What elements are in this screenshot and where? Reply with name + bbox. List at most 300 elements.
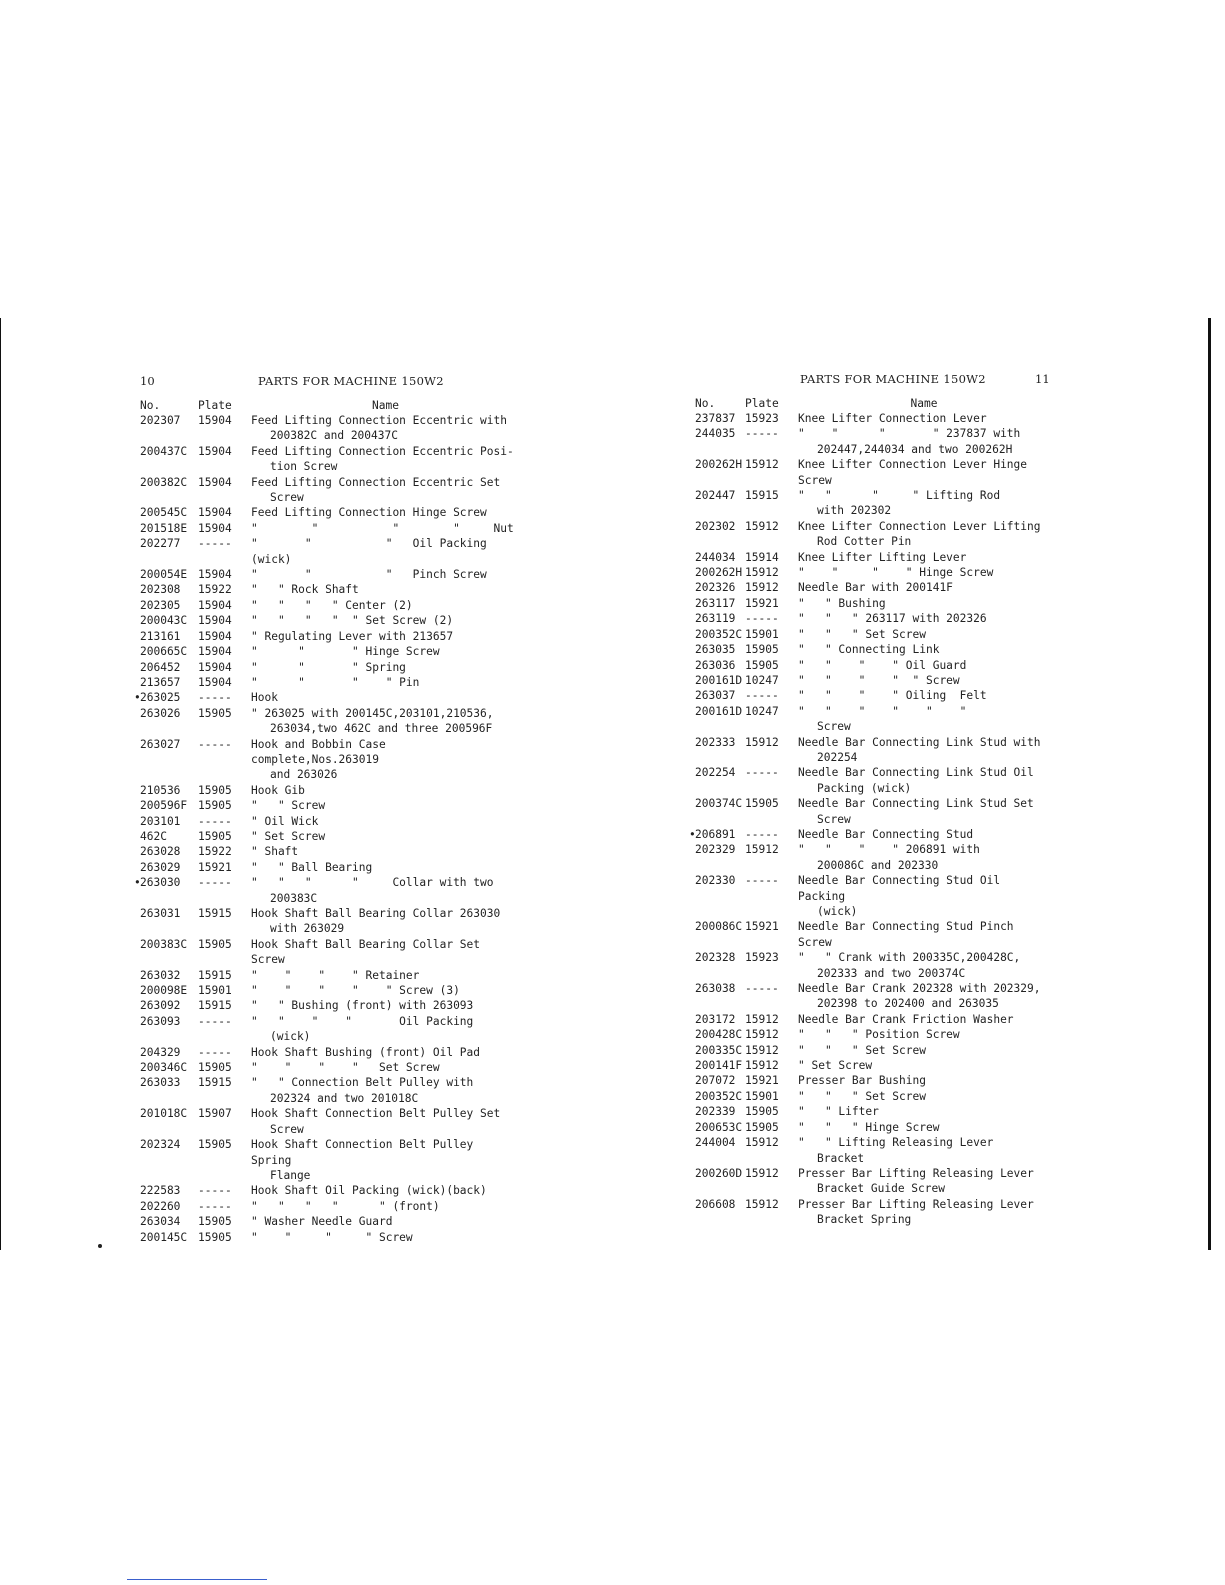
- part-number: [695, 796, 745, 827]
- part-number: [140, 1045, 198, 1060]
- part-number-text: 263035: [695, 643, 736, 657]
- table-row: [695, 796, 1050, 827]
- part-name-line: " " Connecting Link: [798, 643, 940, 657]
- part-number: [140, 798, 198, 813]
- part-name: [251, 1214, 520, 1229]
- part-name-line: " " Lifting Releasing Lever: [798, 1136, 994, 1150]
- part-name: [798, 642, 1050, 657]
- part-name-line: " " " " Pin: [251, 675, 420, 689]
- plate-number: 15912: [745, 458, 779, 472]
- part-number-text: 263027: [140, 737, 181, 751]
- part-name: [798, 627, 1050, 642]
- table-row: [695, 1104, 1050, 1119]
- part-number: [695, 627, 745, 642]
- table-row: [695, 642, 1050, 657]
- part-number-text: 200437C: [140, 444, 188, 458]
- part-name: [798, 827, 1050, 842]
- part-name: [798, 765, 1050, 796]
- parts-list: [689, 411, 1050, 1228]
- part-number: [695, 596, 745, 611]
- part-number: [695, 1073, 745, 1088]
- part-number-text: 200161D: [695, 704, 743, 718]
- plate-number: 15904: [198, 568, 232, 582]
- table-row: [140, 968, 520, 983]
- part-name: [251, 1045, 520, 1060]
- table-row: [695, 735, 1050, 766]
- part-name: [798, 565, 1050, 580]
- page-title: PARTS FOR MACHINE 150W2: [258, 374, 444, 388]
- part-name: [798, 1012, 1050, 1027]
- plate-number: 10247: [745, 673, 779, 687]
- plate-number: 15921: [745, 596, 779, 610]
- part-number: [140, 1230, 198, 1245]
- part-name-line: " " Screw: [251, 799, 326, 813]
- part-number-text: 206452: [140, 660, 181, 674]
- part-number-text: 206891: [695, 827, 736, 841]
- plate-number: 15904: [198, 614, 232, 628]
- part-number: [140, 475, 198, 506]
- part-number: [695, 1197, 745, 1228]
- column-header-plate: Plate: [745, 397, 779, 410]
- plate-number: 15905: [745, 1120, 779, 1134]
- plate-number: -----: [745, 766, 779, 780]
- part-name: [251, 629, 520, 644]
- part-number-text: 200428C: [695, 1028, 743, 1042]
- part-name: [798, 950, 1050, 981]
- part-name: [798, 673, 1050, 688]
- part-number-text: 203101: [140, 814, 181, 828]
- part-number-text: 200545C: [140, 506, 188, 520]
- part-name-line: " " " " " (front): [251, 1199, 440, 1213]
- plate-number: 15914: [745, 550, 779, 564]
- part-number: [695, 488, 745, 519]
- page-number: 10: [140, 374, 155, 388]
- plate-number: 15904: [198, 598, 232, 612]
- left-page-edge: [0, 318, 1, 1250]
- plate-number: 15912: [745, 735, 779, 749]
- table-row: [140, 582, 520, 597]
- part-name-line: Needle Bar Crank 202328 with 202329,: [798, 982, 1041, 996]
- part-name: [251, 505, 520, 520]
- part-number-text: 200382C: [140, 475, 188, 489]
- part-name-continuation: Flange: [270, 1168, 311, 1182]
- part-name-line: " " Bushing: [798, 596, 886, 610]
- part-number: [140, 444, 198, 475]
- table-row: [695, 688, 1050, 703]
- table-row: [140, 706, 520, 737]
- table-row: [140, 1199, 520, 1214]
- part-number-text: 210536: [140, 783, 181, 797]
- part-name-line: " " " Hinge Screw: [251, 645, 440, 659]
- table-row: [695, 565, 1050, 580]
- plate-number: 15901: [745, 1089, 779, 1103]
- table-row: [695, 596, 1050, 611]
- part-name-line: Knee Lifter Lifting Lever: [798, 550, 967, 564]
- part-name: [251, 860, 520, 875]
- part-name: [798, 1058, 1050, 1073]
- part-number: [140, 1014, 198, 1045]
- part-number-text: 200098E: [140, 984, 188, 998]
- part-number-text: 203172: [695, 1012, 736, 1026]
- part-number-text: 263026: [140, 706, 181, 720]
- part-number: [140, 629, 198, 644]
- part-number-text: 244035: [695, 427, 736, 441]
- part-name-continuation: 202324 and two 201018C: [270, 1091, 419, 1105]
- table-row: [695, 627, 1050, 642]
- part-name-line: Hook Shaft Connection Belt Pulley Spring: [251, 1138, 481, 1167]
- part-name: [251, 1060, 520, 1075]
- part-number: [140, 675, 198, 690]
- part-name: [251, 582, 520, 597]
- part-name: [251, 706, 520, 737]
- part-number-text: 200141F: [695, 1059, 743, 1073]
- part-number-text: 200145C: [140, 1230, 188, 1244]
- bottom-underline: [127, 1579, 267, 1580]
- part-number-text: 200262H: [695, 458, 743, 472]
- part-name: [251, 690, 520, 705]
- table-row: [140, 998, 520, 1013]
- plate-number: -----: [198, 691, 232, 705]
- part-number: [695, 426, 745, 457]
- part-number: [140, 1183, 198, 1198]
- part-number-text: 263032: [140, 968, 181, 982]
- table-row: [695, 1197, 1050, 1228]
- part-name-line: " " Ball Bearing: [251, 860, 373, 874]
- part-name: [251, 968, 520, 983]
- table-row: [140, 798, 520, 813]
- plate-number: -----: [198, 537, 232, 551]
- plate-number: 15905: [745, 1105, 779, 1119]
- part-number: [140, 536, 198, 567]
- plate-number: -----: [198, 814, 232, 828]
- right-page-header: [695, 368, 1050, 398]
- table-row: [695, 658, 1050, 673]
- part-number: [689, 827, 745, 842]
- plate-number: 15905: [198, 1215, 232, 1229]
- part-name-line: " " Rock Shaft: [251, 583, 359, 597]
- table-row: [695, 488, 1050, 519]
- part-number: [695, 673, 745, 688]
- part-number: [140, 413, 198, 444]
- table-row: [140, 983, 520, 998]
- table-row: [689, 827, 1050, 842]
- part-name-line: Needle Bar Connecting Stud Pinch Screw: [798, 920, 1021, 949]
- part-name: [251, 1183, 520, 1198]
- part-number-text: 202324: [140, 1138, 181, 1152]
- table-row: [695, 611, 1050, 626]
- part-name-continuation: 202254: [817, 750, 858, 764]
- part-name: [798, 457, 1050, 488]
- part-number: [695, 1012, 745, 1027]
- table-row: [140, 860, 520, 875]
- part-name-line: " " " " Collar with two: [251, 876, 494, 890]
- part-number-text: 200596F: [140, 799, 188, 813]
- table-row: [140, 1106, 520, 1137]
- table-row: [695, 411, 1050, 426]
- part-name-line: " " " Position Screw: [798, 1028, 960, 1042]
- part-name-line: " Washer Needle Guard: [251, 1215, 393, 1229]
- plate-number: 15912: [745, 566, 779, 580]
- plate-number: 15915: [198, 999, 232, 1013]
- part-number: [140, 613, 198, 628]
- plate-number: 15912: [745, 519, 779, 533]
- part-number-text: 200352C: [695, 1089, 743, 1103]
- part-number: [695, 411, 745, 426]
- table-row: [140, 444, 520, 475]
- part-number-text: 202339: [695, 1105, 736, 1119]
- table-row: [695, 842, 1050, 873]
- table-row: [695, 1043, 1050, 1058]
- part-number-text: 200352C: [695, 627, 743, 641]
- part-number-text: 200653C: [695, 1120, 743, 1134]
- part-name: [251, 567, 520, 582]
- table-row: [695, 1135, 1050, 1166]
- part-name-line: Hook Gib: [251, 783, 305, 797]
- part-number: [140, 1075, 198, 1106]
- part-number-text: 213657: [140, 675, 181, 689]
- table-row: [695, 873, 1050, 919]
- part-number-text: 202277: [140, 537, 181, 551]
- table-row: [140, 906, 520, 937]
- part-name-line: Knee Lifter Connection Lever Lifting: [798, 519, 1041, 533]
- part-number-text: 207072: [695, 1074, 736, 1088]
- part-name: [798, 658, 1050, 673]
- part-name-continuation: Screw: [270, 1122, 304, 1136]
- part-name-continuation: Screw: [817, 812, 851, 826]
- part-number: [140, 937, 198, 968]
- plate-number: 15912: [745, 581, 779, 595]
- new-part-marker: •: [689, 827, 696, 841]
- part-number-text: 202333: [695, 735, 736, 749]
- part-name-continuation: 202398 to 202400 and 263035: [817, 997, 999, 1011]
- table-row: [140, 1014, 520, 1045]
- plate-number: -----: [198, 876, 232, 890]
- plate-number: -----: [745, 982, 779, 996]
- table-row: [140, 937, 520, 968]
- part-name-line: " " " " " ": [798, 704, 967, 718]
- part-name: [798, 842, 1050, 873]
- table-row: [695, 1073, 1050, 1088]
- part-name-continuation: Screw: [270, 491, 304, 505]
- table-row: [140, 1075, 520, 1106]
- part-name-line: Presser Bar Bushing: [798, 1074, 926, 1088]
- part-name-continuation: 200383C: [270, 891, 318, 905]
- part-name-line: " " " " 237837 with: [798, 427, 1021, 441]
- part-number: [695, 1104, 745, 1119]
- new-part-marker: •: [134, 691, 141, 705]
- part-number-text: 263117: [695, 596, 736, 610]
- part-number-text: 263093: [140, 1014, 181, 1028]
- part-name-continuation: Screw: [817, 720, 851, 734]
- plate-number: 15904: [198, 660, 232, 674]
- part-number-text: 202330: [695, 874, 736, 888]
- table-row: [140, 629, 520, 644]
- table-row: [695, 1120, 1050, 1135]
- part-name-line: Needle Bar Crank Friction Washer: [798, 1012, 1014, 1026]
- part-number-text: 200335C: [695, 1043, 743, 1057]
- part-number: [140, 567, 198, 582]
- part-name-line: " Oil Wick: [251, 814, 319, 828]
- part-name-continuation: Packing (wick): [817, 781, 912, 795]
- part-name-continuation: 202333 and two 200374C: [817, 966, 966, 980]
- part-name-line: " " Connection Belt Pulley with: [251, 1076, 474, 1090]
- part-number: [695, 688, 745, 703]
- plate-number: 15905: [198, 1230, 232, 1244]
- part-number-text: 200374C: [695, 797, 743, 811]
- part-name-line: Hook Shaft Bushing (front) Oil Pad: [251, 1045, 481, 1059]
- table-row: [695, 1012, 1050, 1027]
- plate-number: 15904: [198, 444, 232, 458]
- part-name-line: " " " Pinch Screw: [251, 568, 487, 582]
- part-number-text: 222583: [140, 1184, 181, 1198]
- part-number: [140, 783, 198, 798]
- part-number-text: 200086C: [695, 920, 743, 934]
- part-name-continuation: and 263026: [270, 768, 338, 782]
- part-name: [798, 580, 1050, 595]
- part-name-line: Needle Bar Connecting Link Stud with: [798, 735, 1041, 749]
- part-name-line: Hook: [251, 691, 278, 705]
- table-row: [140, 475, 520, 506]
- part-name: [251, 844, 520, 859]
- column-header-no: No.: [140, 399, 161, 412]
- part-number: [695, 765, 745, 796]
- part-number: [140, 1137, 198, 1183]
- part-name-line: " " " Set Screw: [798, 1043, 926, 1057]
- part-number: [140, 998, 198, 1013]
- table-row: [140, 521, 520, 536]
- table-row: [695, 519, 1050, 550]
- table-row: [695, 1058, 1050, 1073]
- part-number: [140, 737, 198, 783]
- table-row: [695, 765, 1050, 796]
- part-name: [798, 1089, 1050, 1104]
- part-name: [251, 475, 520, 506]
- part-number: [140, 1214, 198, 1229]
- part-name: [798, 611, 1050, 626]
- plate-number: 15901: [745, 627, 779, 641]
- part-name-line: " Shaft: [251, 845, 299, 859]
- left-page-header: [140, 368, 520, 398]
- part-name-line: " " Lifter: [798, 1105, 879, 1119]
- plate-number: 15915: [198, 968, 232, 982]
- part-name: [251, 783, 520, 798]
- left-page: [134, 368, 520, 1245]
- part-number-text: 263092: [140, 999, 181, 1013]
- part-number-text: 263038: [695, 982, 736, 996]
- part-number: [695, 550, 745, 565]
- plate-number: 15904: [198, 629, 232, 643]
- part-name-continuation: Bracket: [817, 1151, 865, 1165]
- table-row: [695, 457, 1050, 488]
- table-row: [134, 875, 520, 906]
- part-name-line: " " " " " Screw (3): [251, 984, 460, 998]
- part-name-line: " " " Spring: [251, 660, 406, 674]
- part-name: [798, 550, 1050, 565]
- part-name-line: " 263025 with 200145C,203101,210536,: [251, 706, 494, 720]
- part-name-continuation: tion Screw: [270, 460, 338, 474]
- plate-number: 15905: [745, 643, 779, 657]
- part-number-text: 200260D: [695, 1166, 743, 1180]
- part-name-line: " " Crank with 200335C,200428C,: [798, 951, 1021, 965]
- table-row: [140, 567, 520, 582]
- plate-number: 15904: [198, 506, 232, 520]
- table-row: [695, 550, 1050, 565]
- part-number: [695, 704, 745, 735]
- part-name-line: Feed Lifting Connection Eccentric with: [251, 414, 507, 427]
- part-number: [695, 1120, 745, 1135]
- table-row: [140, 536, 520, 567]
- table-row: [140, 1183, 520, 1198]
- part-name-line: " " " " Retainer: [251, 968, 420, 982]
- table-row: [140, 505, 520, 520]
- part-name: [251, 675, 520, 690]
- part-number-text: 202326: [695, 581, 736, 595]
- part-number: [140, 644, 198, 659]
- part-name-line: Needle Bar Connecting Link Stud Oil: [798, 766, 1034, 780]
- part-name: [251, 814, 520, 829]
- part-number-text: 263033: [140, 1076, 181, 1090]
- part-number-text: 204329: [140, 1045, 181, 1059]
- part-name-continuation: with 263029: [270, 922, 345, 936]
- plate-number: 15912: [745, 1059, 779, 1073]
- part-name-line: " " Bushing (front) with 263093: [251, 999, 474, 1013]
- table-row: [140, 1045, 520, 1060]
- plate-number: -----: [745, 427, 779, 441]
- table-row: [695, 1089, 1050, 1104]
- part-number: [695, 1027, 745, 1042]
- part-number-text: 206608: [695, 1197, 736, 1211]
- page-title: PARTS FOR MACHINE 150W2: [800, 372, 986, 386]
- part-name-continuation: 200382C and 200437C: [270, 429, 398, 443]
- part-number-text: 263031: [140, 907, 181, 920]
- plate-number: 15905: [198, 799, 232, 813]
- part-name-line: Hook and Bobbin Case complete,Nos.263019: [251, 737, 393, 766]
- plate-number: 15905: [198, 1061, 232, 1075]
- plate-number: 15912: [745, 843, 779, 857]
- part-name-continuation: Bracket Guide Screw: [817, 1182, 945, 1196]
- part-number: [134, 690, 198, 705]
- part-number-text: 200262H: [695, 566, 743, 580]
- part-number: [695, 735, 745, 766]
- table-row: [140, 1060, 520, 1075]
- part-number-text: 202328: [695, 951, 736, 965]
- table-row: [695, 673, 1050, 688]
- part-number: [695, 919, 745, 950]
- part-name: [251, 1137, 520, 1183]
- part-name-line: " " " " Lifting Rod: [798, 489, 1001, 503]
- part-name-line: " " " " Oiling Felt: [798, 689, 987, 703]
- table-row: [695, 1166, 1050, 1197]
- part-name-line: " " " " 206891 with: [798, 843, 980, 857]
- part-name-continuation: 263034,two 462C and three 200596F: [270, 722, 493, 736]
- part-number: [140, 860, 198, 875]
- part-name-line: Needle Bar Connecting Stud Oil Packing: [798, 874, 1007, 903]
- part-number-text: 200161D: [695, 673, 743, 687]
- part-number-text: 263028: [140, 845, 181, 859]
- column-header-name: Name: [372, 399, 399, 412]
- plate-number: 15923: [745, 951, 779, 965]
- part-name: [798, 873, 1050, 919]
- part-name: [251, 937, 520, 968]
- part-number-text: 263025: [140, 691, 181, 705]
- part-name-line: " " " 263117 with 202326: [798, 612, 987, 626]
- part-number: [140, 598, 198, 613]
- part-number: [695, 565, 745, 580]
- table-row: [695, 426, 1050, 457]
- table-row: [140, 844, 520, 859]
- plate-number: -----: [745, 827, 779, 841]
- part-name: [798, 735, 1050, 766]
